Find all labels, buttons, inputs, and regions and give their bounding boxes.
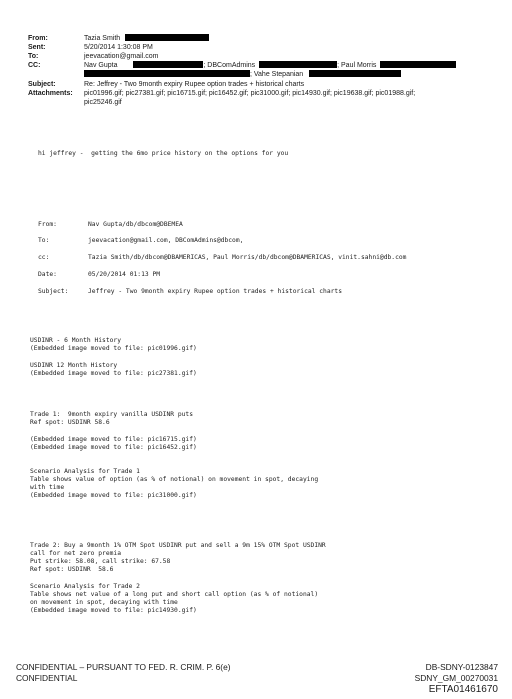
sent-label: Sent: xyxy=(28,44,46,51)
paragraph-12month-history: USDINR 12 Month History (Embedded image moved to file: pic27381.gif) xyxy=(30,362,197,377)
attachments-line-1: pic01996.gif; pic27381.gif; pic16715.gif; pic16452.gif; pic31000.gif; pic14930.gif; pic19638.gif; pic01988.gif; xyxy=(84,90,416,97)
cc-name-2: ; DBComAdmins xyxy=(203,62,256,69)
redaction-bar xyxy=(84,70,250,77)
paragraph-trade-1-images: (Embedded image moved to file: pic16715.gif) (Embedded image moved to file: pic16452.gif) xyxy=(30,436,197,451)
bates-number-2: SDNY_GM_00270031 xyxy=(414,673,498,683)
email-header xyxy=(28,34,498,107)
header-to-row xyxy=(28,52,498,61)
efta-number: EFTA01461670 xyxy=(428,684,498,695)
from-value: Tazia Smith xyxy=(84,35,121,42)
fwd-subject-row xyxy=(38,288,342,296)
paragraph-trade-1: Trade 1: 9month expiry vanilla USDINR puts Ref spot: USDINR 58.6 xyxy=(30,411,194,426)
fwd-cc-row xyxy=(38,254,406,262)
fwd-date-label: Date: xyxy=(38,271,57,278)
redaction-bar xyxy=(125,34,209,41)
fwd-to-label: To: xyxy=(38,237,50,244)
fwd-subject-value: Jeffrey - Two 9month expiry Rupee option trades + historical charts xyxy=(88,288,343,295)
attachments-line-2: pic25246.gif xyxy=(84,99,122,106)
redaction-bar xyxy=(259,61,337,68)
paragraph-scenario-1: Scenario Analysis for Trade 1 Table shows value of option (as % of notional) on movement in spot, decaying with time (Embedded image moved to file: pic31000.gif) xyxy=(30,468,319,499)
reply-text: hi jeffrey - getting the 6mo price history on the options for you xyxy=(38,150,289,157)
fwd-date-row xyxy=(38,271,160,279)
fwd-from-value: Nav Gupta/db/dbcom@DBEMEA xyxy=(88,221,183,228)
bates-number-1: DB-SDNY-0123847 xyxy=(425,662,498,672)
redaction-bar xyxy=(380,61,456,68)
subject-label: Subject: xyxy=(28,81,56,88)
fwd-from-label: From: xyxy=(38,221,57,228)
fwd-from-row xyxy=(38,221,183,229)
fwd-cc-label: cc: xyxy=(38,254,50,261)
to-label: To: xyxy=(28,53,39,60)
header-sent-row xyxy=(28,43,498,52)
fwd-cc-value: Tazia Smith/db/dbcom@DBAMERICAS, Paul Morris/db/dbcom@DBAMERICAS, vinit.sahni@db.com xyxy=(88,254,407,261)
redaction-bar xyxy=(309,70,401,77)
to-value: jeevacation@gmail.com xyxy=(84,53,159,60)
fwd-subject-label: Subject: xyxy=(38,288,69,295)
cc-name-3: ; Paul Morris xyxy=(337,62,377,69)
cc-label: CC: xyxy=(28,62,41,69)
header-cc-row xyxy=(28,61,498,70)
confidential-notice: CONFIDENTIAL – PURSUANT TO FED. R. CRIM. P. 6(e) xyxy=(16,662,231,672)
confidential-label: CONFIDENTIAL xyxy=(16,673,78,683)
fwd-to-value: jeevacation@gmail.com, DBComAdmins@dbcom, xyxy=(88,237,244,244)
header-subject-row xyxy=(28,80,498,89)
subject-value: Re: Jeffrey - Two 9month expiry Rupee option trades + historical charts xyxy=(84,81,305,88)
fwd-to-row xyxy=(38,237,243,245)
attachments-label: Attachments: xyxy=(28,90,73,97)
header-from-row xyxy=(28,34,498,43)
paragraph-scenario-2: Scenario Analysis for Trade 2 Table shows net value of a long put and short call option (as % of notional) on movement in spot, decaying with time (Embedded image moved to file: pic14930.gif) xyxy=(30,583,319,614)
redaction-bar xyxy=(133,61,203,68)
header-cc-row-2 xyxy=(28,70,498,79)
sent-value: 5/20/2014 1:30:08 PM xyxy=(84,44,153,51)
cc-name-1: Nav Gupta xyxy=(84,62,118,69)
fwd-date-value: 05/20/2014 01:13 PM xyxy=(88,271,161,278)
cc-name-4: ; Vahe Stepanian xyxy=(250,71,304,78)
paragraph-6month-history: USDINR - 6 Month History (Embedded image moved to file: pic01996.gif) xyxy=(30,337,197,352)
header-attachments-row xyxy=(28,89,498,107)
paragraph-trade-2: Trade 2: Buy a 9month 1% OTM Spot USDINR put and sell a 9m 15% OTM Spot USDINR call for net zero premia Put strike: 58.08, call strike: 67.58 Ref spot: USDINR 58.6 xyxy=(30,542,326,573)
from-label: From: xyxy=(28,35,48,42)
